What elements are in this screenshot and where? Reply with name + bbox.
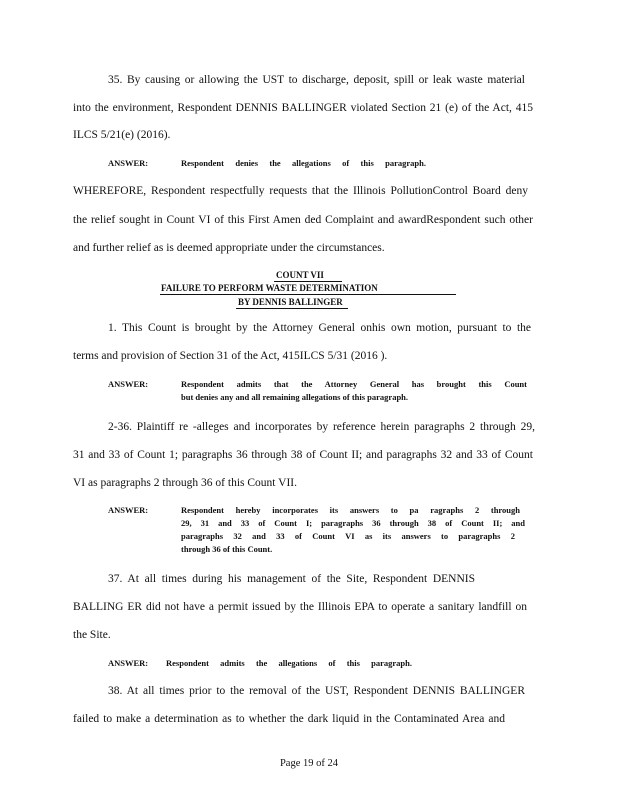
wherefore-line-2: the relief sought in Count VI of this First Amen ded Complaint and awardRespondent such other [73,214,533,226]
answer-2-36-line-3: paragraphs 32 and 33 of Count VI as its answers to paragraphs 2 [181,531,515,541]
para-1-line-2: terms and provision of Section 31 of the Act, 415ILCS 5/31 (2016 ). [73,350,388,362]
para-38-line-2: failed to make a determination as to whether the dark liquid in the Contaminated Area and [73,713,505,725]
wherefore-line-3: and further relief as is deemed appropriate under the circumstances. [73,242,385,254]
para-2-36-line-3: VI as paragraphs 2 through 36 of this Count VII. [73,477,298,489]
para-37-line-1: 37. At all times during his management of the Site, Respondent DENNIS [108,573,475,585]
answer-label: ANSWER: [108,505,149,515]
answer-label: ANSWER: [108,379,149,389]
answer-1-line-1: Respondent admits that the Attorney General has brought this Count [181,379,527,389]
para-2-36-line-2: 31 and 33 of Count 1; paragraphs 36 through 38 of Count II; and paragraphs 32 and 33 of Count [73,449,533,461]
count-heading-underline-2 [160,294,456,295]
para-35-line-1: 35. By causing or allowing the UST to discharge, deposit, spill or leak waste material [108,74,525,86]
answer-2-36-line-2: 29, 31 and 33 of Count I; paragraphs 36 through 38 of Count II; and [181,518,525,528]
para-35-line-3: ILCS 5/21(e) (2016). [73,129,171,141]
page-number: Page 19 of 24 [279,758,339,769]
count-heading-line-2: FAILURE TO PERFORM WASTE DETERMINATION [161,283,378,293]
answer-2-36-line-1: Respondent hereby incorporates its answers to pa ragraphs 2 through [181,505,520,515]
para-35-line-2: into the environment, Respondent DENNIS BALLINGER violated Section 21 (e) of the Act, 415 [73,102,533,114]
answer-label: ANSWER: [108,658,149,668]
count-heading-title: COUNT VII [276,270,324,280]
answer-1-line-2: but denies any and all remaining allegations of this paragraph. [181,392,409,402]
para-1-line-1: 1. This Count is brought by the Attorney General onhis own motion, pursuant to the [108,322,531,334]
para-2-36-line-1: 2-36. Plaintiff re -alleges and incorporates by reference herein paragraphs 2 through 29, [108,421,535,433]
answer-2-36-line-4: through 36 of this Count. [181,544,273,554]
answer-35-text: Respondent denies the allegations of this paragraph. [181,158,426,168]
wherefore-line-1: WHEREFORE, Respondent respectfully requests that the Illinois PollutionControl Board deny [73,185,528,197]
para-37-line-2: BALLING ER did not have a permit issued by the Illinois EPA to operate a sanitary landfill on [73,601,527,613]
para-38-line-1: 38. At all times prior to the removal of the UST, Respondent DENNIS BALLINGER [108,685,525,697]
count-heading-underline-3 [236,308,348,309]
answer-37-text: Respondent admits the allegations of this paragraph. [166,658,412,668]
count-heading-line-3: BY DENNIS BALLINGER [238,297,343,307]
para-37-line-3: the Site. [73,629,111,641]
answer-label: ANSWER: [108,158,149,168]
